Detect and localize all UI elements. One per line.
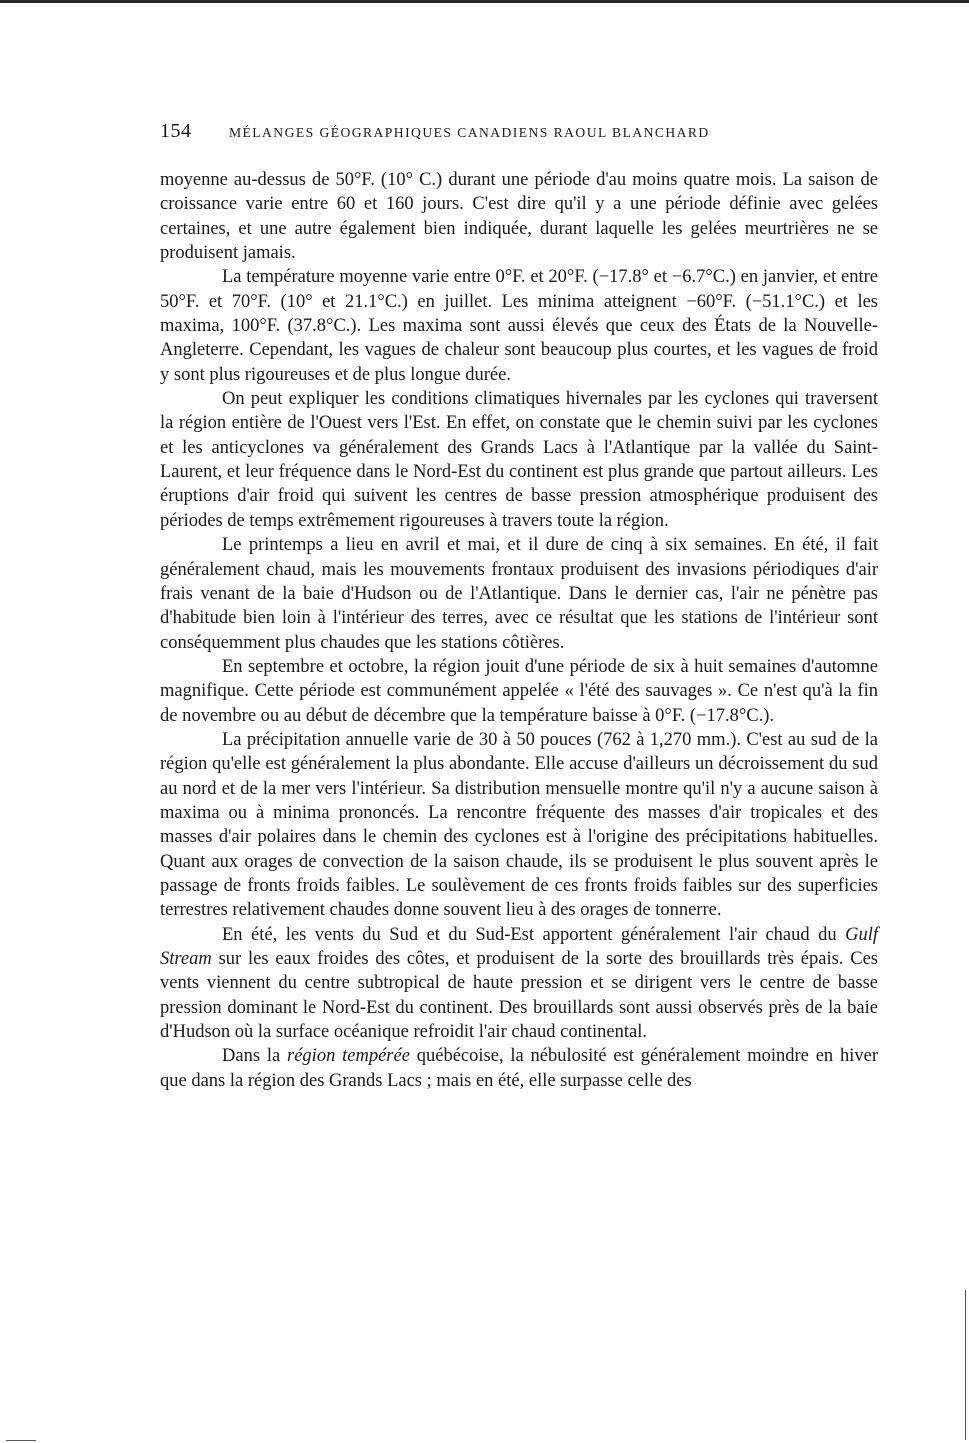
paragraph-8-end: québécoise, la nébulosité est généralement moindre en hiver que dans la région des Grands Lacs ; mais en été, elle surpasse celle des bbox=[160, 1046, 878, 1091]
page-edge-right bbox=[965, 1290, 966, 1440]
paragraph-8-italic: région tempérée bbox=[287, 1046, 410, 1067]
page-header bbox=[160, 120, 880, 150]
paragraph-3: On peut expliquer les conditions climatiques hivernales par les cyclones qui traversent la région entière de l'Ouest vers l'Est. En effet, on constate que le chemin suivi par les cyclones et les anticyclones va généralement des Grands Lacs à l'Atlantique par la vallée du Saint-Laurent, et leur fréquence dans le Nord-Est du continent est plus grande que partout ailleurs. Les éruptions d'air froid qui suivent les centres de basse pression atmosphérique produisent des périodes de temps extrêmement rigoureuses à travers toute la région. bbox=[160, 389, 878, 531]
page-edge-bottom bbox=[6, 1440, 36, 1441]
paragraph-1: moyenne au-dessus de 50°F. (10° C.) durant une période d'au moins quatre mois. La saison de croissance varie entre 60 et 160 jours. C'est dire qu'il y a une période définie avec gelées certaines, et une autre également bien indiquée, durant laquelle les gelées meurtrières ne se produisent jamais. bbox=[160, 170, 878, 264]
page-number: 154 bbox=[160, 120, 192, 142]
paragraph-7-start: En été, les vents du Sud et du Sud-Est apportent généralement l'air chaud du bbox=[222, 924, 846, 945]
paragraph-7-italic: Gulf Stream bbox=[160, 924, 878, 969]
paragraph-2: La température moyenne varie entre 0°F. et 20°F. (−17.8° et −6.7°C.) en janvier, et entre 50°F. et 70°F. (10° et 21.1°C.) en juillet. Les minima atteignent −60°F. (−51.1°C.) et les maxima, 100°F. (37.8°C.). Les maxima sont aussi élevés que ceux des États de la Nouvelle-Angleterre. Cependant, les vagues de chaleur sont beaucoup plus courtes, et les vagues de froid y sont plus rigoureuses et de plus longue durée. bbox=[160, 267, 878, 385]
paragraph-5: En septembre et octobre, la région jouit d'une période de six à huit semaines d'automne magnifique. Cette période est communément appelée « l'été des sauvages ». Ce n'est qu'à la fin de novembre ou au début de décembre que la température baisse à 0°F. (−17.8°C.). bbox=[160, 656, 878, 726]
paragraph-7-end: sur les eaux froides des côtes, et produisent de la sorte des brouillards très épais. Ces vents viennent du centre subtropical de haute pression et se dirigent vers le centre de basse pression dominant le Nord-Est du continent. Des brouillards sont aussi observés près de la baie d'Hudson où la surface océanique refroidit l'air chaud continental. bbox=[160, 949, 878, 1043]
paragraph-6: La précipitation annuelle varie de 30 à 50 pouces (762 à 1,270 mm.). C'est au sud de la région qu'elle est généralement la plus abondante. Elle accuse d'ailleurs un décroissement du sud au nord et de la mer vers l'intérieur. Sa distribution mensuelle montre qu'il n'y a aucune saison à maxima ou à minima prononcés. La rencontre fréquente des masses d'air tropicales et des masses d'air polaires dans le chemin des cyclones est à l'origine des précipitations habituelles. Quant aux orages de convection de la saison chaude, ils se produisent le plus souvent après le passage de fronts froids faibles. Le soulèvement de ces fronts froids faibles sur des superficies terrestres relativement chaudes donne souvent lieu à des orages de tonnerre. bbox=[160, 729, 878, 921]
body-text bbox=[160, 168, 878, 1093]
paragraph-7 bbox=[160, 923, 878, 1045]
top-rule bbox=[0, 0, 969, 3]
paragraph-4: Le printemps a lieu en avril et mai, et il dure de cinq à six semaines. En été, il fait généralement chaud, mais les mouvements frontaux produisent des invasions périodiques d'air frais venant de la baie d'Hudson ou de l'Atlantique. Dans le dernier cas, l'air ne pénètre pas d'habitude bien loin à l'intérieur des terres, avec ce résultat que les stations de l'intérieur sont conséquemment plus chaudes que les stations côtières. bbox=[160, 535, 878, 653]
running-title: MÉLANGES GÉOGRAPHIQUES CANADIENS RAOUL BLANCHARD bbox=[229, 125, 710, 140]
paragraph-8-start: Dans la bbox=[222, 1046, 288, 1067]
paragraph-8 bbox=[160, 1044, 878, 1093]
